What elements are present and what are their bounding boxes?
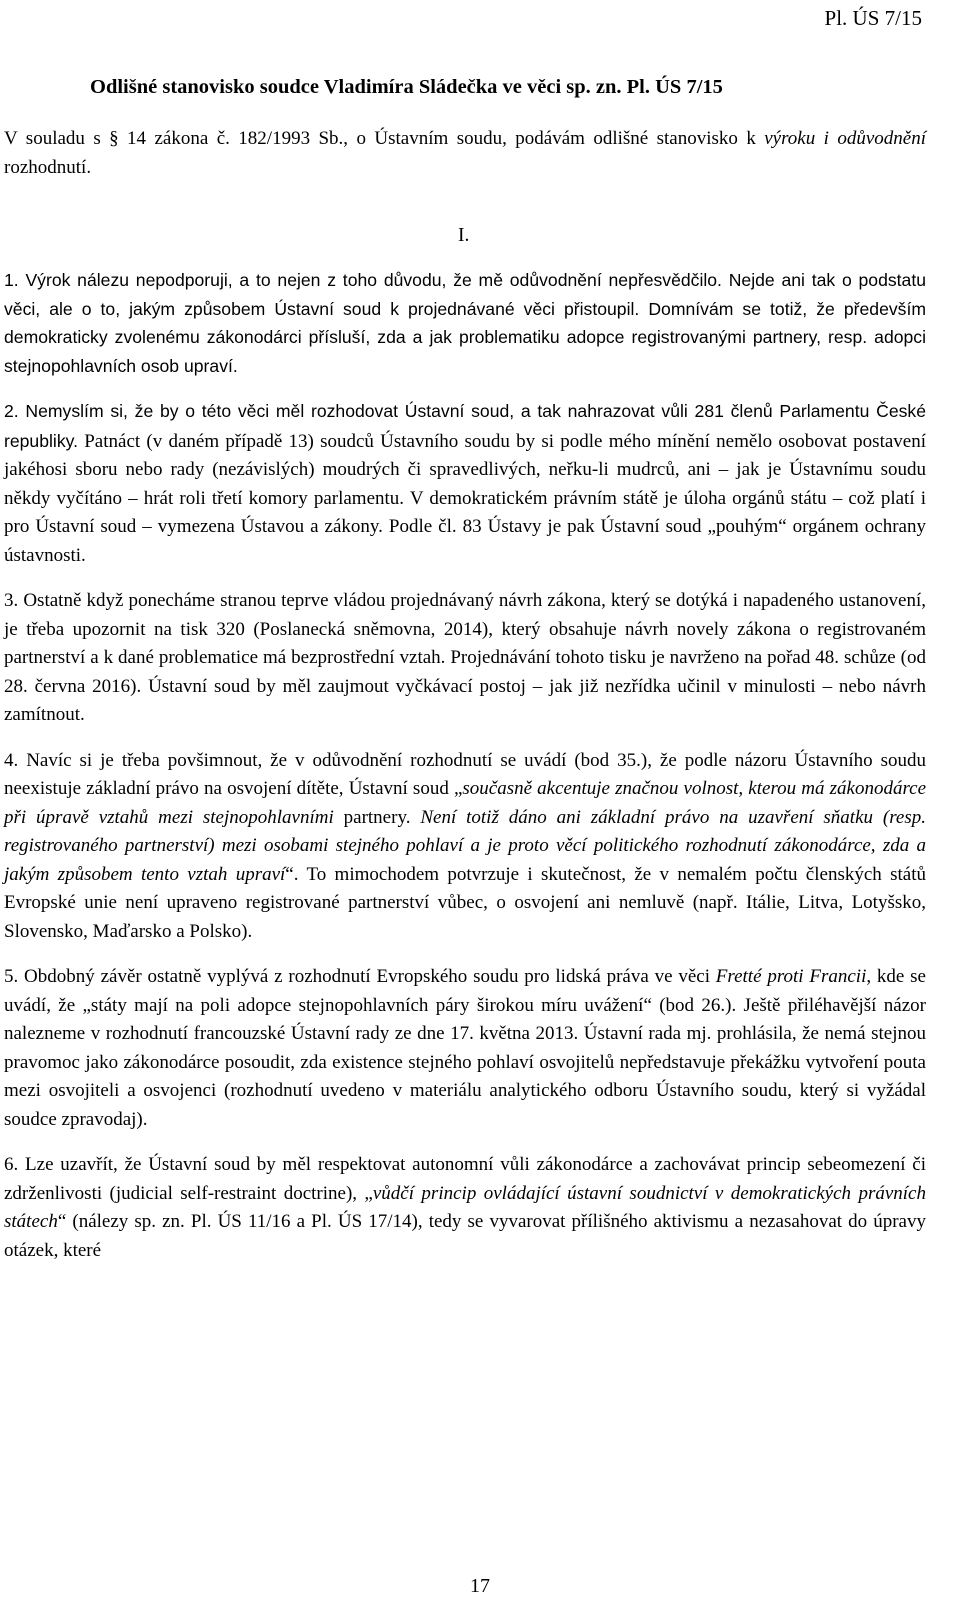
paragraph-4-text-2: partnery. xyxy=(333,806,421,828)
paragraph-2 xyxy=(4,397,926,570)
section-numeral: I. xyxy=(458,225,470,246)
page-number: 17 xyxy=(470,1575,490,1597)
document-title: Odlišné stanovisko soudce Vladimíra Sládečka ve věci sp. zn. Pl. ÚS 7/15 xyxy=(90,76,723,98)
paragraph-4 xyxy=(4,747,926,947)
paragraph-4-text-3: “. To mimochodem potvrzuje i skutečnost, že v nemalém počtu členských států Evropské unie není upraveno registrované partnerství vůbec, o osvojení ani nemluvě (např. Itálie, Litva, Lotyšsko, Slovensko, Maďarsko a Polsko). xyxy=(4,863,926,942)
document-body xyxy=(4,266,926,1282)
case-reference-header: Pl. ÚS 7/15 xyxy=(824,6,922,30)
paragraph-4-quote-2: Není totiž dáno ani základní právo na uzavření sňatku (resp. registrovaného partnerství) mezi osobami stejného pohlaví a je proto věcí politického rozhodnutí zákonodárce, zda a jakým způsobem tento vztah upraví xyxy=(4,806,926,885)
paragraph-5-text-1: 5. Obdobný závěr ostatně vyplývá z rozhodnutí Evropského soudu pro lidská práva ve věci xyxy=(4,966,716,987)
paragraph-6-text-1: 6. Lze uzavřít, že Ústavní soud by měl respektovat autonomní vůli zákonodárce a zachovávat princip sebeomezení či zdrženlivosti (judicial self-restraint doctrine), „ xyxy=(4,1154,926,1204)
paragraph-6 xyxy=(4,1151,926,1265)
paragraph-4-text-1: 4. Navíc si je třeba povšimnout, že v odůvodnění rozhodnutí se uvádí (bod 35.), že podle názoru Ústavního soudu neexistuje základní právo na osvojení dítěte, Ústavní soud „ xyxy=(4,749,926,799)
paragraph-2-serif: Patnáct (v daném případě 13) soudců Ústavního soudu by si podle mého mínění nemělo osobovat postavení jakéhosi sboru nebo rady (nezávislých) moudrých či spravedlivých, neřku-li mudrců, ani – jak je Ústavnímu soudu někdy vyčítáno – hrát roli třetí komory parlamentu. V demokratickém právním státě je úloha orgánů státu – což platí i pro Ústavní soud – vymezena Ústavou a zákony. Podle čl. 83 Ústavy je pak Ústavní soud „pouhým“ orgánem ochrany ústavnosti. xyxy=(4,430,926,566)
intro-text-2: rozhodnutí. xyxy=(4,156,92,178)
paragraph-1: 1. Výrok nálezu nepodporuji, a to nejen z toho důvodu, že mě odůvodnění nepřesvědčilo. Nejde ani tak o podstatu věci, ale o to, jakým způsobem Ústavní soud k projednávané věci přistoupil. Domnívám se totiž, že především demokraticky zvolenému zákonodárci přísluší, zda a jak problematiku adopce registrovanými partnery, resp. adopci stejnopohlavních osob upraví. xyxy=(4,270,926,376)
intro-text-1: V souladu s § 14 zákona č. 182/1993 Sb., o Ústavním soudu, podávám odlišné stanovisko k xyxy=(4,128,765,149)
paragraph-6-text-2: “ (nálezy sp. zn. Pl. ÚS 11/16 a Pl. ÚS 17/14), tedy se vyvarovat přílišného aktivismu a nezasahovat do úpravy otázek, které xyxy=(4,1211,926,1261)
paragraph-3: 3. Ostatně když ponecháme stranou teprve vládou projednávaný návrh zákona, který se dotýká i napadeného ustanovení, je třeba upozornit na tisk 320 (Poslanecká sněmovna, 2014), který obsahuje návrh novely zákona o registrovaném partnerství a k dané problematice má bezprostřední vztah. Projednávání tohoto tisku je navrženo na pořad 48. schůze (od 28. června 2016). Ústavní soud by měl zaujmout vyčkávací postoj – jak již nezřídka učinil v minulosti – nebo návrh zamítnout. xyxy=(4,590,926,725)
paragraph-2-sans: 2. Nemyslím si, že by o této věci měl rozhodovat Ústavní soud, a tak nahrazovat vůli 281 členů Parlamentu České republiky. xyxy=(4,401,926,451)
paragraph-5-text-2: , kde se uvádí, že „státy mají na poli adopce stejnopohlavních páry širokou míru uvážení“ (bod 26.). Ještě přiléhavější názor nalezneme v rozhodnutí francouzské Ústavní rady ze dne 17. května 2013. Ústavní rada mj. prohlásila, že nemá stejnou pravomoc jako zákonodárce posoudit, zda existence stejného pohlaví osvojitelů nepředstavuje překážku vytvoření pouta mezi osvojiteli a osvojenci (rozhodnutí uvedeno v materiálu analytického odboru Ústavního soudu, který si vyžádal soudce zpravodaj). xyxy=(4,966,926,1130)
paragraph-5-case-name: Fretté proti Francii xyxy=(715,966,867,987)
intro-text-italic: výroku i odůvodnění xyxy=(764,128,926,149)
intro-paragraph xyxy=(4,125,926,182)
paragraph-6-quote: vůdčí princip ovládající ústavní soudnictví v demokratických právních státech xyxy=(4,1182,926,1232)
paragraph-5 xyxy=(4,963,926,1134)
paragraph-4-quote-1: současně akcentuje značnou volnost, kterou má zákonodárce při úpravě vztahů mezi stejnopohlavními xyxy=(4,778,927,828)
